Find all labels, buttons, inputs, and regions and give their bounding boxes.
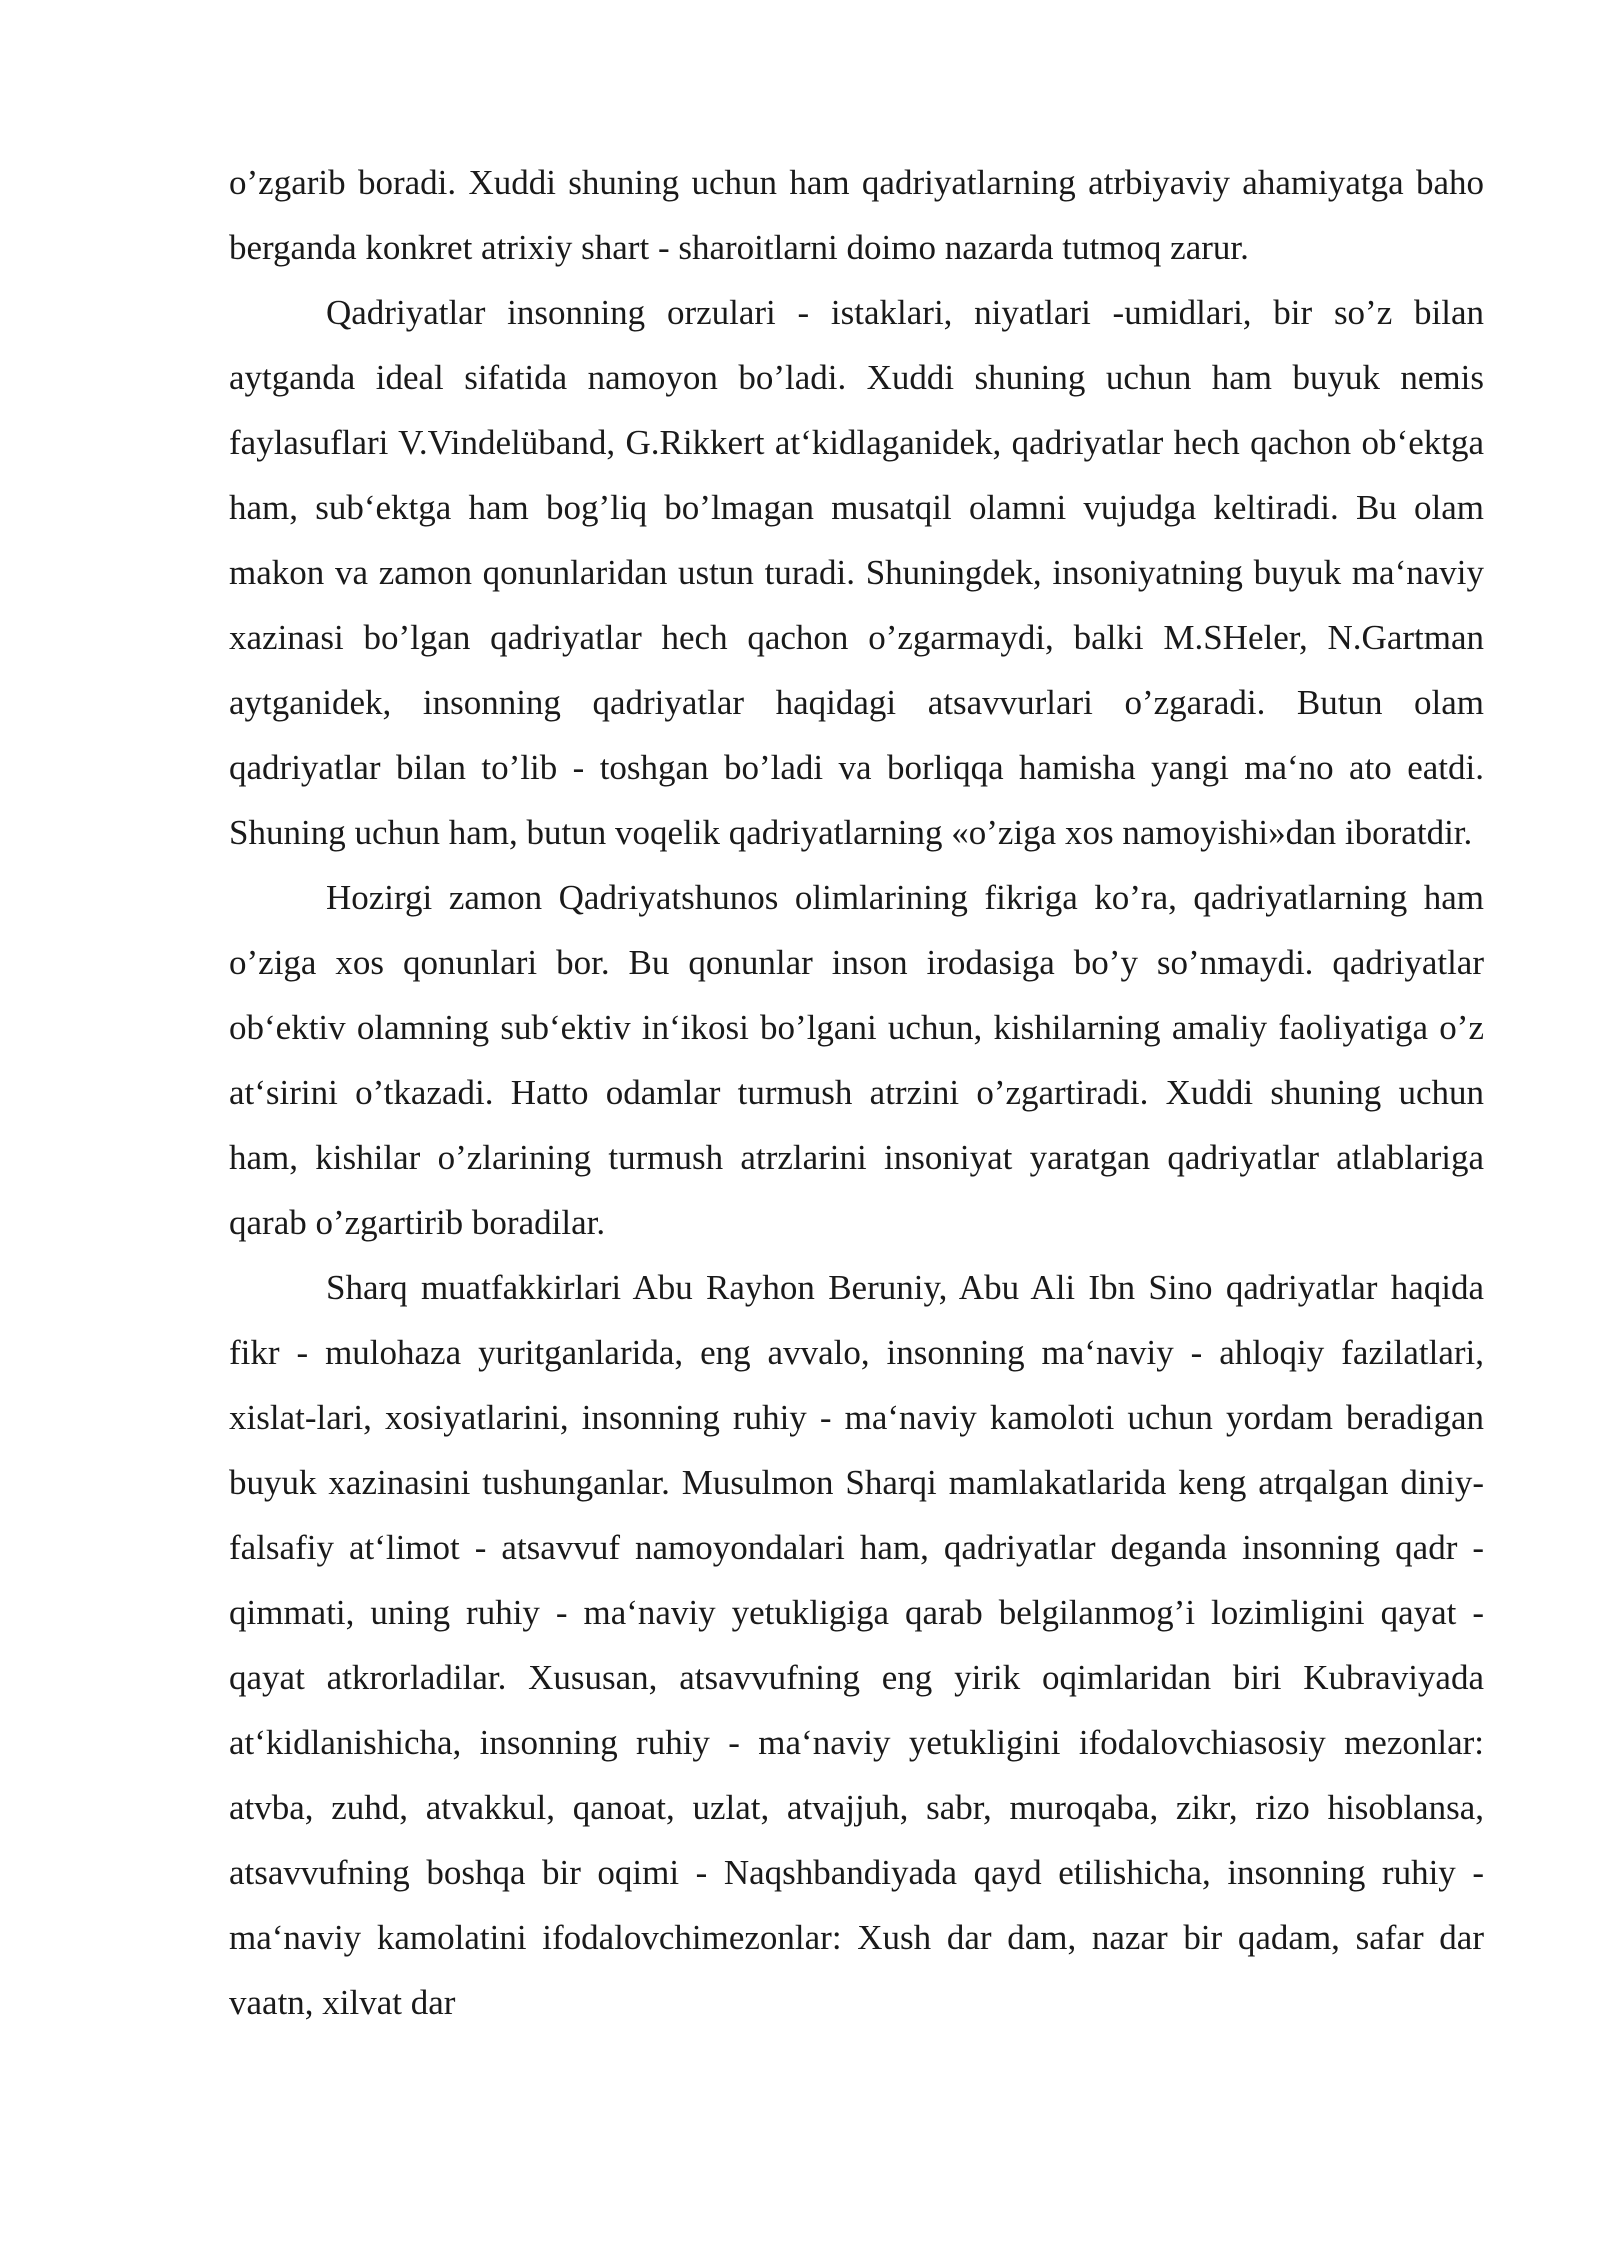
paragraph-1: o’zgarib boradi. Xuddi shuning uchun ham qadriyatlarning atrbiyaviy ahamiyatga baho berganda konkret atrixiy shart - sharoitlarni doimo nazarda tutmoq zarur.	[229, 163, 1484, 267]
paragraph-3: Hozirgi zamon Qadriyatshunos olimlarining fikriga ko’ra, qadriyatlarning ham o’ziga xos qonunlari bor. Bu qonunlar inson irodasiga bo’y so’nmaydi. qadriyatlar ob‘ektiv olamning sub‘ektiv in‘ikosi bo’lgani uchun, kishilarning amaliy faoliyatiga o’z at‘sirini o’tkazadi. Hatto odamlar turmush atrzini o’zgartiradi. Xuddi shuning uchun ham, kishilar o’zlarining turmush atrzlarini insoniyat yaratgan qadriyatlar atlablariga qarab o’zgartirib boradilar.	[229, 878, 1484, 1242]
body-text	[229, 150, 1484, 2035]
paragraph-4: Sharq muatfakkirlari Abu Rayhon Beruniy, Abu Ali Ibn Sino qadriyatlar haqida fikr - mulohaza yuritganlarida, eng avvalo, insonning ma‘naviy - ahloqiy fazilatlari, xislat-lari, xosiyatlarini, insonning ruhiy - ma‘naviy kamoloti uchun yordam beradigan buyuk xazinasini tushunganlar. Musulmon Sharqi mamlakatlarida keng atrqalgan diniy-falsafiy at‘limot - atsavvuf namoyondalari ham, qadriyatlar deganda insonning qadr - qimmati, uning ruhiy - ma‘naviy yetukligiga qarab belgilanmog’i lozimligini qayat - qayat atkrorladilar. Xususan, atsavvufning eng yirik oqimlaridan biri Kubraviyada at‘kidlanishicha, insonning ruhiy - ma‘naviy yetukligini ifodalovchiasosiy mezonlar: atvba, zuhd, atvakkul, qanoat, uzlat, atvajjuh, sabr, muroqaba, zikr, rizo hisoblansa, atsavvufning boshqa bir oqimi - Naqshbandiyada qayd etilishicha, insonning ruhiy - ma‘naviy kamolatini ifodalovchimezonlar: Xush dar dam, nazar bir qadam, safar dar vaatn, xilvat dar	[229, 1268, 1484, 2022]
paragraph-2: Qadriyatlar insonning orzulari - istaklari, niyatlari -umidlari, bir so’z bilan aytganda ideal sifatida namoyon bo’ladi. Xuddi shuning uchun ham buyuk nemis faylasuflari V.Vindelüband, G.Rikkert at‘kidlaganidek, qadriyatlar hech qachon ob‘ektga ham, sub‘ektga ham bog’liq bo’lmagan musatqil olamni vujudga keltiradi. Bu olam makon va zamon qonunlaridan ustun turadi. Shuningdek, insoniyatning buyuk ma‘naviy xazinasi bo’lgan qadriyatlar hech qachon o’zgarmaydi, balki M.SHeler, N.Gartman aytganidek, insonning qadriyatlar haqidagi atsavvurlari o’zgaradi. Butun olam qadriyatlar bilan to’lib - toshgan bo’ladi va borliqqa hamisha yangi ma‘no ato eatdi. Shuning uchun ham, butun voqelik qadriyatlarning «o’ziga xos namoyishi»dan iboratdir.	[229, 293, 1484, 852]
